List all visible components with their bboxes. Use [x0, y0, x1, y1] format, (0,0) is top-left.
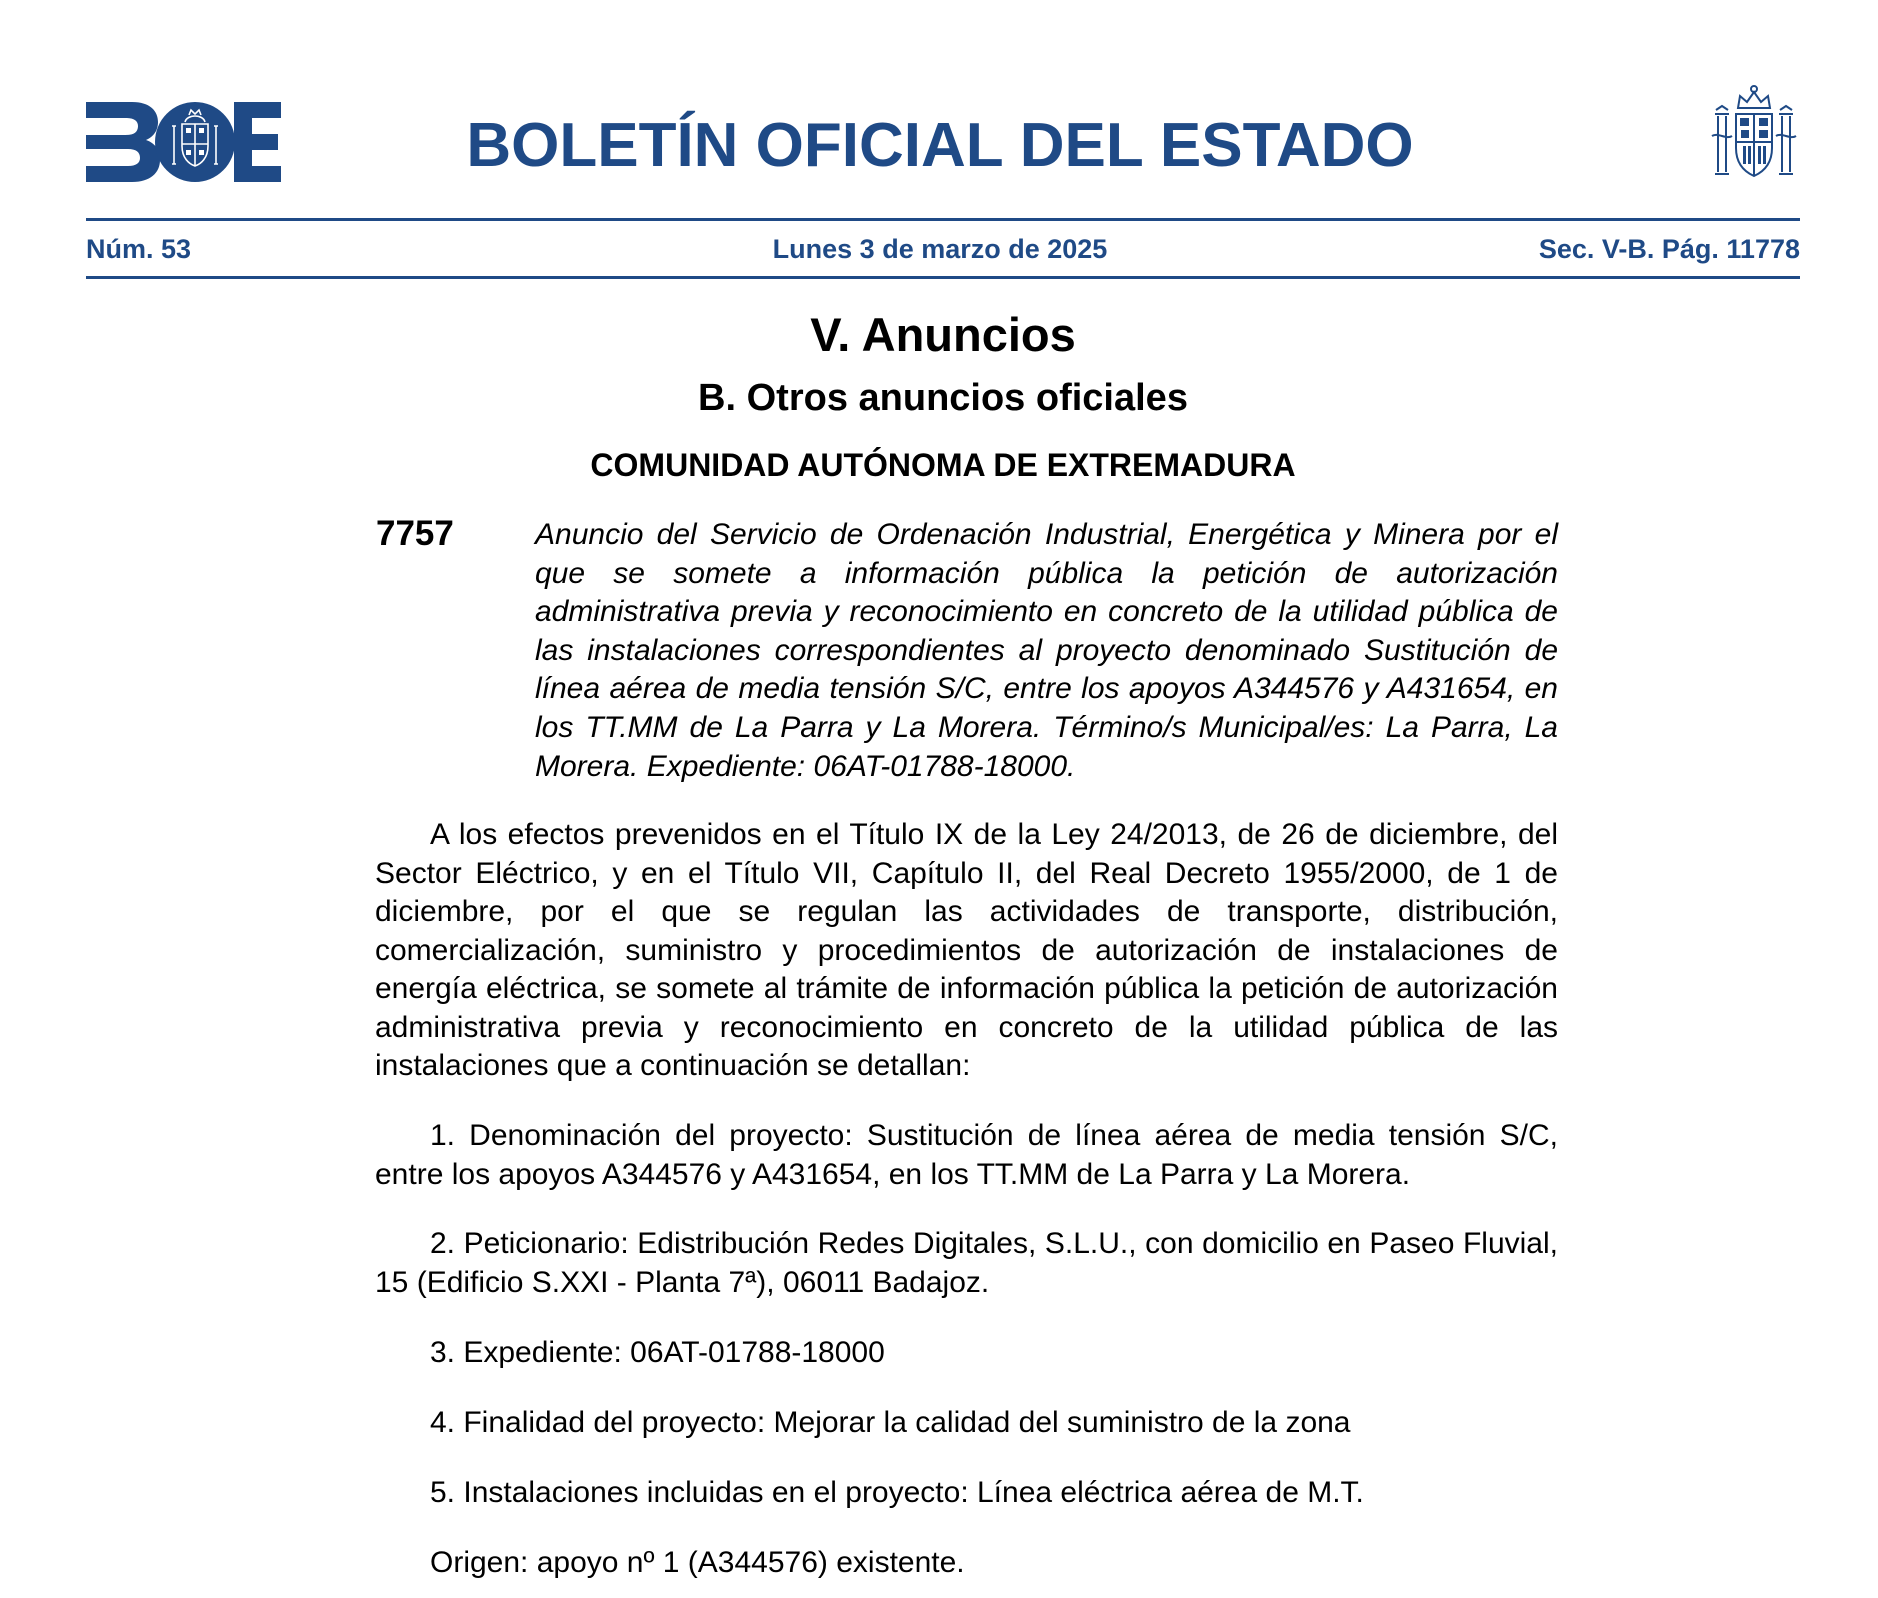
masthead-title: BOLETÍN OFICIAL DEL ESTADO: [466, 111, 1414, 180]
list-item: 5. Instalaciones incluidas en el proyecto: Línea eléctrica aérea de M.T.: [430, 1476, 1364, 1509]
issue-date: Lunes 3 de marzo de 2025: [772, 234, 1108, 264]
header-divider-top: [86, 218, 1800, 221]
region-title: COMUNIDAD AUTÓNOMA DE EXTREMADURA: [590, 447, 1296, 483]
origin-line: Origen: apoyo nº 1 (A344576) existente.: [430, 1546, 965, 1579]
boe-logo: [86, 102, 281, 182]
body-paragraph: A los efectos prevenidos en el Título IX de la Ley 24/2013, de 26 de diciembre, del Sector Eléctrico, y en el Título VII, Capítulo II, del Real Decreto 1955/2000, de 1 de diciembre, por el que se regulan las actividades de transporte, distribución, comercialización, suministro y procedimientos de autorización de instalaciones de energía eléctrica, se somete al trámite de información pública la petición de autorización administrativa previa y reconocimiento en concreto de la utilidad pública de las instalaciones que a continuación se detallan:: [375, 818, 1558, 1082]
subsection-title: B. Otros anuncios oficiales: [698, 377, 1188, 419]
list-item: 4. Finalidad del proyecto: Mejorar la calidad del suministro de la zona: [430, 1406, 1351, 1439]
header-divider-bottom: [86, 276, 1800, 279]
list-item: 1. Denominación del proyecto: Sustitución de línea aérea de media tensión S/C, entre los apoyos A344576 y A431654, en los TT.MM de La Parra y La Morera.: [375, 1119, 1558, 1191]
coat-of-arms-icon: [1708, 84, 1800, 184]
section-page-number: Sec. V-B. Pág. 11778: [1538, 234, 1800, 264]
announcement-number: 7757: [376, 514, 454, 553]
announcement-summary: Anuncio del Servicio de Ordenación Industrial, Energética y Minera por el que se somete a información pública la petición de autorización administrativa previa y reconocimiento en concreto de la utilidad pública de las instalaciones correspondientes al proyecto denominado Sustitución de línea aérea de media tensión S/C, entre los apoyos A344576 y A431654, en los TT.MM de La Parra y La Morera. Término/s Municipal/es: La Parra, La Morera. Expediente: 06AT-01788-18000.: [535, 518, 1558, 783]
list-item: 2. Peticionario: Edistribución Redes Digitales, S.L.U., con domicilio en Paseo Fluvial, 15 (Edificio S.XXI - Planta 7ª), 06011 Badajoz.: [375, 1227, 1558, 1299]
section-title: V. Anuncios: [810, 308, 1076, 361]
issue-number: Núm. 53: [86, 234, 192, 264]
list-item: 3. Expediente: 06AT-01788-18000: [430, 1336, 885, 1369]
